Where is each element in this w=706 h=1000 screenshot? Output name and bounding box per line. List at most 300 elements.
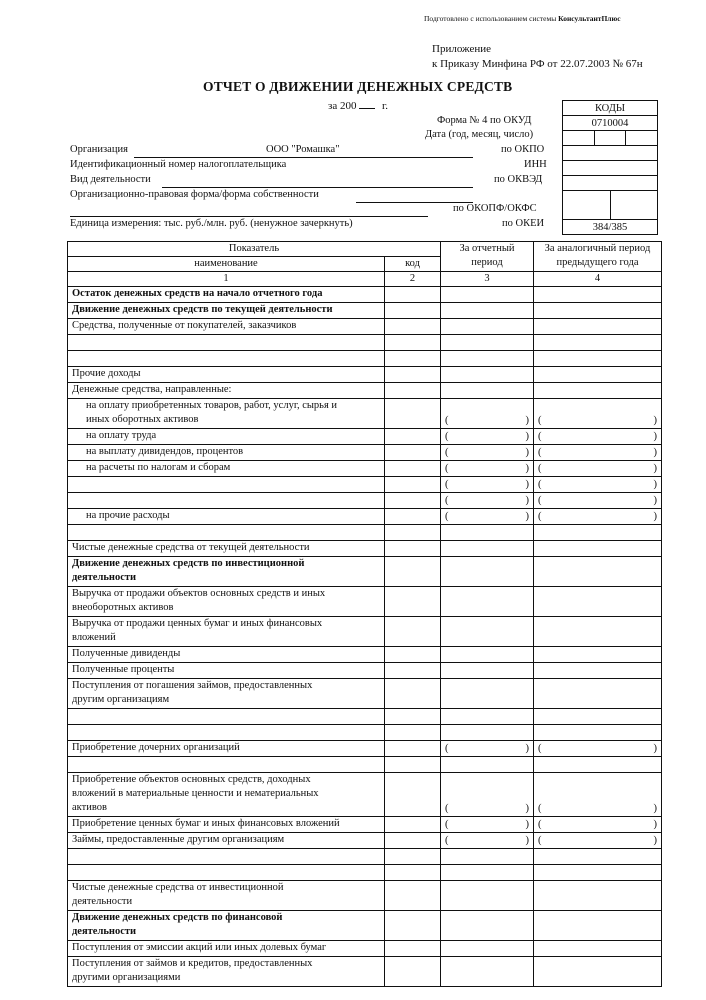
row-name-line: Движение денежных средств по текущей деятельности [72,304,333,315]
row-name-line: Выручка от продажи объектов основных средств и иных [72,588,326,599]
paren-close: ) [653,431,657,442]
row-name-line: Чистые денежные средства от текущей деятельности [72,542,310,553]
row-name-line: иных оборотных активов [86,414,199,425]
row-code[interactable] [385,429,441,445]
row-previous-value[interactable] [534,335,662,351]
paren-open: ( [538,743,542,754]
indicator-header: Показатель [68,242,441,257]
row-name-line: деятельности [72,572,137,583]
row-previous-value[interactable] [534,525,662,541]
col-number-2: 2 [385,272,441,287]
row-previous-value[interactable] [534,881,662,911]
row-current-value[interactable] [441,757,534,773]
row-name [68,383,385,399]
row-current-value[interactable] [441,429,534,445]
previous-period-header [534,242,662,272]
row-name-line: на оплату труда [86,430,157,441]
table-row [68,725,662,741]
okud-code[interactable]: 0710004 [563,116,658,131]
row-current-value[interactable] [441,709,534,725]
date-label: Дата (год, месяц, число) [425,129,534,140]
paren-close: ) [653,495,657,506]
row-code[interactable] [385,525,441,541]
period-line [328,100,388,112]
row-previous-value[interactable] [534,541,662,557]
paren-close: ) [525,431,529,442]
row-previous-value[interactable] [534,557,662,587]
row-name-line: другими организациями [72,972,181,983]
table-row [68,881,662,911]
row-code[interactable] [385,351,441,367]
row-name-line [72,865,384,879]
row-previous-value[interactable] [534,461,662,477]
okei-code[interactable]: 384/385 [563,220,658,235]
table-row [68,663,662,679]
paren-open: ( [538,463,542,474]
okpo-code[interactable] [563,146,658,161]
okopf-label: по ОКОПФ/ОКФС [453,203,537,214]
paren-close: ) [653,415,657,426]
row-previous-value[interactable] [534,477,662,493]
table-row [68,461,662,477]
row-previous-value[interactable] [534,941,662,957]
row-current-value[interactable] [441,741,534,757]
paren-open: ( [445,819,449,830]
row-previous-value[interactable] [534,757,662,773]
row-code[interactable] [385,911,441,941]
row-current-value[interactable] [441,833,534,849]
row-name [68,303,385,319]
col-number-4: 4 [534,272,662,287]
row-current-value[interactable] [441,351,534,367]
row-name [68,957,385,987]
row-name [68,429,385,445]
paren-open: ( [445,447,449,458]
row-previous-value[interactable] [534,957,662,987]
table-row [68,849,662,865]
row-name-line: Займы, предоставленные другим организациям [72,834,285,845]
table-row [68,587,662,617]
cash-flow-table [67,241,662,987]
org-value[interactable]: ООО "Ромашка" [266,144,340,155]
row-name-line [72,849,384,863]
row-code[interactable] [385,383,441,399]
row-name-line: Чистые денежные средства от инвестиционной [72,882,284,893]
row-name-line [72,725,384,739]
okved-code[interactable] [563,176,658,191]
activity-underline [162,187,473,188]
row-previous-value[interactable] [534,429,662,445]
paren-open: ( [445,463,449,474]
row-current-value[interactable] [441,399,534,429]
paren-close: ) [525,479,529,490]
row-code[interactable] [385,941,441,957]
paren-close: ) [525,819,529,830]
paren-open: ( [445,495,449,506]
row-name [68,351,385,367]
codes-box [562,100,658,235]
row-code[interactable] [385,663,441,679]
row-code[interactable] [385,445,441,461]
row-name-line [72,335,384,349]
row-name [68,493,385,509]
row-name [68,477,385,493]
row-name-line: на выплату дивидендов, процентов [86,446,244,457]
table-row [68,303,662,319]
activity-label: Вид деятельности [70,174,151,185]
row-name [68,849,385,865]
row-current-value[interactable] [441,383,534,399]
row-current-value[interactable] [441,881,534,911]
row-current-value[interactable] [441,957,534,987]
paren-open: ( [445,743,449,754]
row-current-value[interactable] [441,941,534,957]
row-name [68,741,385,757]
row-name [68,817,385,833]
row-previous-value[interactable] [534,679,662,709]
row-previous-value[interactable] [534,303,662,319]
row-previous-value[interactable] [534,445,662,461]
org-underline [134,157,473,158]
table-row [68,429,662,445]
inn-full-label: Идентификационный номер налогоплательщика [70,159,287,170]
row-code[interactable] [385,833,441,849]
paren-close: ) [525,495,529,506]
current-period-line2: период [471,257,503,268]
row-name-line: вложений [72,632,116,643]
legal-form-underline-1 [356,202,473,203]
row-name-line: Поступления от займов и кредитов, предоставленных [72,958,313,969]
row-name-line: внеоборотных активов [72,602,174,613]
prepared-brand: КонсультантПлюс [558,14,621,23]
inn-code[interactable] [563,161,658,176]
table-row [68,911,662,941]
row-current-value[interactable] [441,679,534,709]
row-previous-value[interactable] [534,647,662,663]
row-current-value[interactable] [441,663,534,679]
row-name [68,445,385,461]
table-row [68,957,662,987]
order-label: к Приказу Минфина РФ от 22.07.2003 № 67н [432,58,643,70]
row-name [68,557,385,587]
form-okud-label: Форма № 4 по ОКУД [437,115,532,126]
row-name [68,541,385,557]
period-year-blank[interactable] [359,108,375,109]
row-code[interactable] [385,647,441,663]
row-name-line: другим организациям [72,694,170,705]
row-name-line [72,477,384,491]
row-previous-value[interactable] [534,709,662,725]
row-name [68,865,385,881]
paren-open: ( [445,803,449,814]
row-name-line: Поступления от погашения займов, предоставленных [72,680,313,691]
row-name-line [72,351,384,365]
row-code[interactable] [385,541,441,557]
okved-label: по ОКВЭД [494,174,543,185]
row-previous-value[interactable] [534,351,662,367]
okpo-label: по ОКПО [501,144,545,155]
paren-open: ( [538,511,542,522]
row-code[interactable] [385,709,441,725]
row-current-value[interactable] [441,367,534,383]
paren-close: ) [653,479,657,490]
table-row [68,865,662,881]
col-number-3: 3 [441,272,534,287]
unit-label: Единица измерения: тыс. руб./млн. руб. (ненужное зачеркнуть) [70,218,353,229]
period-prefix: за 200 [328,100,357,112]
table-row [68,557,662,587]
row-code[interactable] [385,303,441,319]
row-code[interactable] [385,865,441,881]
row-name [68,881,385,911]
row-code[interactable] [385,399,441,429]
table-row [68,477,662,493]
paren-open: ( [538,447,542,458]
row-previous-value[interactable] [534,367,662,383]
legal-form-underline-2 [70,216,428,217]
row-name [68,663,385,679]
row-code[interactable] [385,461,441,477]
table-row [68,757,662,773]
table-row [68,525,662,541]
row-name [68,335,385,351]
legal-form-label: Организационно-правовая форма/форма собственности [70,189,319,200]
row-previous-value[interactable] [534,319,662,335]
row-current-value[interactable] [441,303,534,319]
row-code[interactable] [385,477,441,493]
row-current-value[interactable] [441,319,534,335]
row-name-line: Приобретение объектов основных средств, доходных [72,774,311,785]
row-previous-value[interactable] [534,383,662,399]
row-current-value[interactable] [441,461,534,477]
row-code[interactable] [385,773,441,817]
row-name-line: Движение денежных средств по финансовой [72,912,283,923]
row-name-line: Полученные дивиденды [72,648,181,659]
paren-close: ) [525,511,529,522]
row-name-line: Поступления от эмиссии акций или иных долевых бумаг [72,942,327,953]
paren-close: ) [653,511,657,522]
row-previous-value[interactable] [534,911,662,941]
paren-close: ) [653,463,657,474]
row-code[interactable] [385,557,441,587]
row-current-value[interactable] [441,493,534,509]
row-name-line: Прочие доходы [72,368,141,379]
paren-open: ( [538,479,542,490]
paren-open: ( [445,415,449,426]
row-previous-value[interactable] [534,399,662,429]
table-row [68,383,662,399]
row-name [68,319,385,335]
row-code[interactable] [385,757,441,773]
table-row [68,679,662,709]
row-name [68,587,385,617]
previous-period-line1: За аналогичный период [544,243,651,254]
table-row [68,367,662,383]
paren-open: ( [445,479,449,490]
row-name [68,679,385,709]
row-name-line: Приобретение дочерних организаций [72,742,240,753]
row-code[interactable] [385,957,441,987]
row-name [68,647,385,663]
paren-open: ( [445,511,449,522]
row-name-line: Средства, полученные от покупателей, заказчиков [72,320,297,331]
row-code[interactable] [385,817,441,833]
table-row [68,351,662,367]
row-name-line: Остаток денежных средств на начало отчетного года [72,288,323,299]
row-name [68,911,385,941]
paren-close: ) [653,803,657,814]
row-current-value[interactable] [441,911,534,941]
row-current-value[interactable] [441,849,534,865]
row-name [68,525,385,541]
row-current-value[interactable] [441,541,534,557]
row-current-value[interactable] [441,477,534,493]
period-suffix: г. [381,100,389,112]
row-name [68,287,385,303]
row-name-line: активов [72,802,107,813]
row-previous-value[interactable] [534,663,662,679]
row-code[interactable] [385,679,441,709]
name-header: наименование [68,257,385,272]
row-name-line: на прочие расходы [86,510,170,521]
row-name [68,709,385,725]
row-name [68,941,385,957]
row-name [68,617,385,647]
org-label: Организация [70,144,128,155]
row-name-line: Денежные средства, направленные: [72,384,232,395]
row-previous-value[interactable] [534,833,662,849]
date-code[interactable] [563,131,658,146]
row-name [68,461,385,477]
paren-close: ) [653,819,657,830]
row-name-line [72,525,384,539]
table-row [68,509,662,525]
table-row [68,617,662,647]
paren-open: ( [445,835,449,846]
row-current-value[interactable] [441,525,534,541]
table-row [68,941,662,957]
row-previous-value[interactable] [534,865,662,881]
paren-open: ( [538,415,542,426]
row-name-line [72,493,384,507]
paren-open: ( [538,495,542,506]
row-previous-value[interactable] [534,587,662,617]
paren-close: ) [525,447,529,458]
row-previous-value[interactable] [534,817,662,833]
row-code[interactable] [385,335,441,351]
row-current-value[interactable] [441,725,534,741]
row-current-value[interactable] [441,617,534,647]
paren-open: ( [538,819,542,830]
paren-close: ) [525,835,529,846]
prepared-note [424,14,621,23]
row-name-line: Полученные проценты [72,664,175,675]
row-current-value[interactable] [441,335,534,351]
row-code[interactable] [385,319,441,335]
paren-open: ( [538,835,542,846]
row-code[interactable] [385,587,441,617]
row-code[interactable] [385,509,441,525]
okopf-code[interactable] [563,191,658,220]
paren-close: ) [525,415,529,426]
row-current-value[interactable] [441,445,534,461]
row-name-line: деятельности [72,926,137,937]
paren-close: ) [525,743,529,754]
row-current-value[interactable] [441,817,534,833]
paren-close: ) [653,447,657,458]
row-name [68,773,385,817]
row-code[interactable] [385,725,441,741]
paren-close: ) [653,743,657,754]
row-previous-value[interactable] [534,849,662,865]
row-code[interactable] [385,741,441,757]
row-previous-value[interactable] [534,493,662,509]
codes-header: КОДЫ [563,101,658,116]
row-name-line: Движение денежных средств по инвестиционной [72,558,305,569]
paren-open: ( [445,431,449,442]
table-row [68,709,662,725]
table-row [68,399,662,429]
table-row [68,741,662,757]
row-name [68,367,385,383]
row-name-line: Приобретение ценных бумаг и иных финансовых вложений [72,818,340,829]
row-code[interactable] [385,287,441,303]
table-row [68,773,662,817]
row-current-value[interactable] [441,509,534,525]
row-current-value[interactable] [441,865,534,881]
paren-open: ( [538,803,542,814]
previous-period-line2: предыдущего года [556,257,639,268]
row-code[interactable] [385,493,441,509]
appendix-label: Приложение [432,43,492,55]
current-period-line1: За отчетный [459,243,515,254]
row-name-line: вложений в материальные ценности и нематериальных [72,788,319,799]
row-current-value[interactable] [441,647,534,663]
table-row [68,445,662,461]
code-header: код [385,257,441,272]
row-code[interactable] [385,617,441,647]
row-name [68,399,385,429]
row-code[interactable] [385,881,441,911]
row-current-value[interactable] [441,587,534,617]
row-name [68,509,385,525]
row-name-line [72,709,384,723]
col-number-1: 1 [68,272,385,287]
row-name-line: деятельности [72,896,133,907]
current-period-header [441,242,534,272]
table-row [68,319,662,335]
row-name-line: на оплату приобретенных товаров, работ, услуг, сырья и [86,400,338,411]
row-current-value[interactable] [441,773,534,817]
table-row [68,541,662,557]
prepared-prefix: Подготовлено с использованием системы [424,14,557,23]
row-previous-value[interactable] [534,741,662,757]
row-current-value[interactable] [441,287,534,303]
paren-close: ) [653,835,657,846]
row-previous-value[interactable] [534,509,662,525]
row-previous-value[interactable] [534,725,662,741]
row-code[interactable] [385,367,441,383]
row-current-value[interactable] [441,557,534,587]
table-row [68,647,662,663]
table-row [68,493,662,509]
table-row [68,817,662,833]
row-code[interactable] [385,849,441,865]
row-previous-value[interactable] [534,617,662,647]
row-previous-value[interactable] [534,287,662,303]
row-previous-value[interactable] [534,773,662,817]
row-name [68,833,385,849]
